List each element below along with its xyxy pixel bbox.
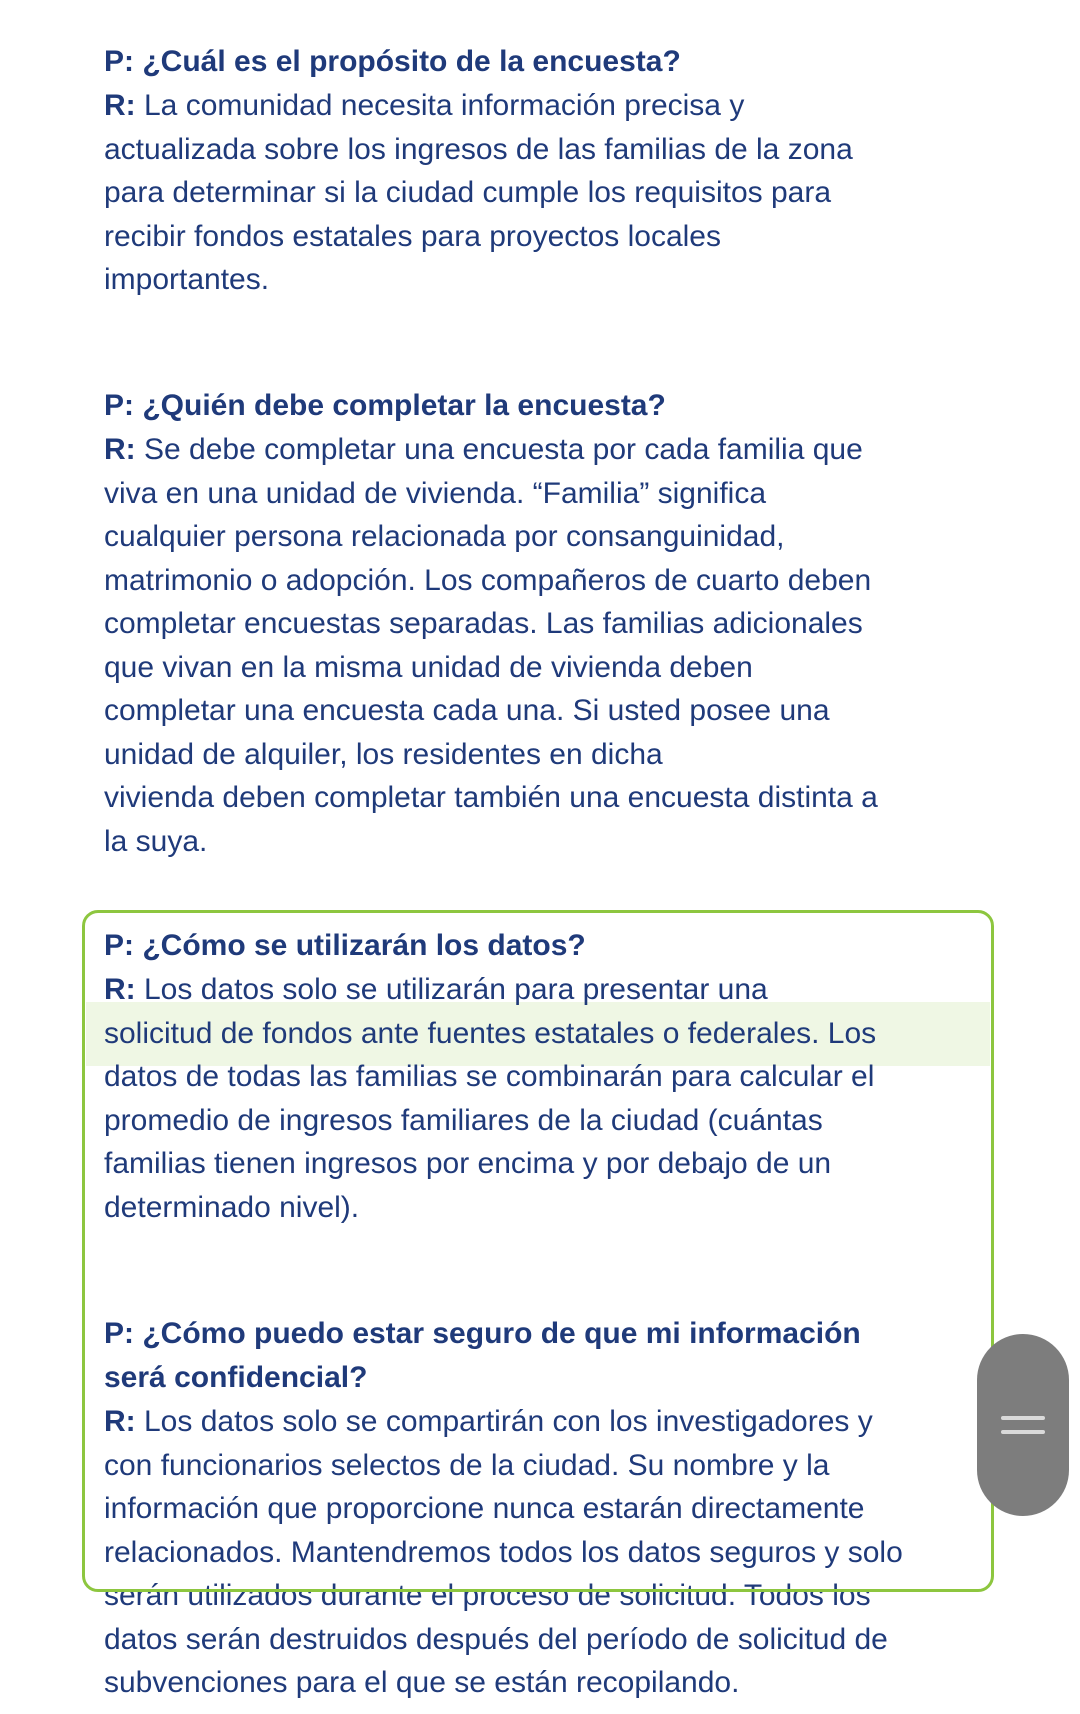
drag-handle-icon xyxy=(1001,1416,1045,1420)
faq-question: P: ¿Cómo puedo estar seguro de que mi información será confidencial? xyxy=(104,1317,861,1394)
faq-answer: R: Los datos solo se utilizarán para presentar una solicitud de fondos ante fuentes estatales o federales. Los datos de todas las familias se combinarán para calcular el promedio de ingresos familiares de la ciudad (cuántas familias tienen ingresos por encima y por debajo de un determinado nivel). xyxy=(104,973,877,1224)
faq-item-purpose xyxy=(104,40,984,302)
drag-handle-icon xyxy=(1001,1430,1045,1434)
faq-question: P: ¿Quién debe completar la encuesta? xyxy=(104,389,666,422)
faq-answer: R: La comunidad necesita información precisa y actualizada sobre los ingresos de las familias de la zona para determinar si la ciudad cumple los requisitos para recibir fondos estatales para proyectos locales importantes. xyxy=(104,89,853,296)
faq-item-who xyxy=(104,384,984,863)
faq-item-data-use xyxy=(104,924,984,1229)
faq-answer: R: Se debe completar una encuesta por cada familia que viva en una unidad de vivienda. “Familia” significa cualquier persona relacionada por consanguinidad, matrimonio o adopción. Los compañeros de cuarto deben completar encuestas separadas. Las familias adicionales que vivan en la misma unidad de vivienda deben completar una encuesta cada una. Si usted posee una unidad de alquiler, los residentes en dicha vivienda deben completar también una encuesta distinta a la suya. xyxy=(104,433,878,858)
faq-answer: R: Los datos solo se compartirán con los investigadores y con funcionarios selectos de la ciudad. Su nombre y la información que proporcione nunca estarán directamente relacionados. Mantendremos todos los datos seguros y solo serán utilizados durante el proceso de solicitud. Todos los datos serán destruidos después del período de solicitud de subvenciones para el que se están recopilando. xyxy=(104,1405,903,1699)
scroll-handle[interactable] xyxy=(977,1334,1069,1516)
faq-question: P: ¿Cómo se utilizarán los datos? xyxy=(104,929,586,962)
faq-question: P: ¿Cuál es el propósito de la encuesta? xyxy=(104,45,681,78)
faq-item-confidentiality xyxy=(104,1312,984,1705)
